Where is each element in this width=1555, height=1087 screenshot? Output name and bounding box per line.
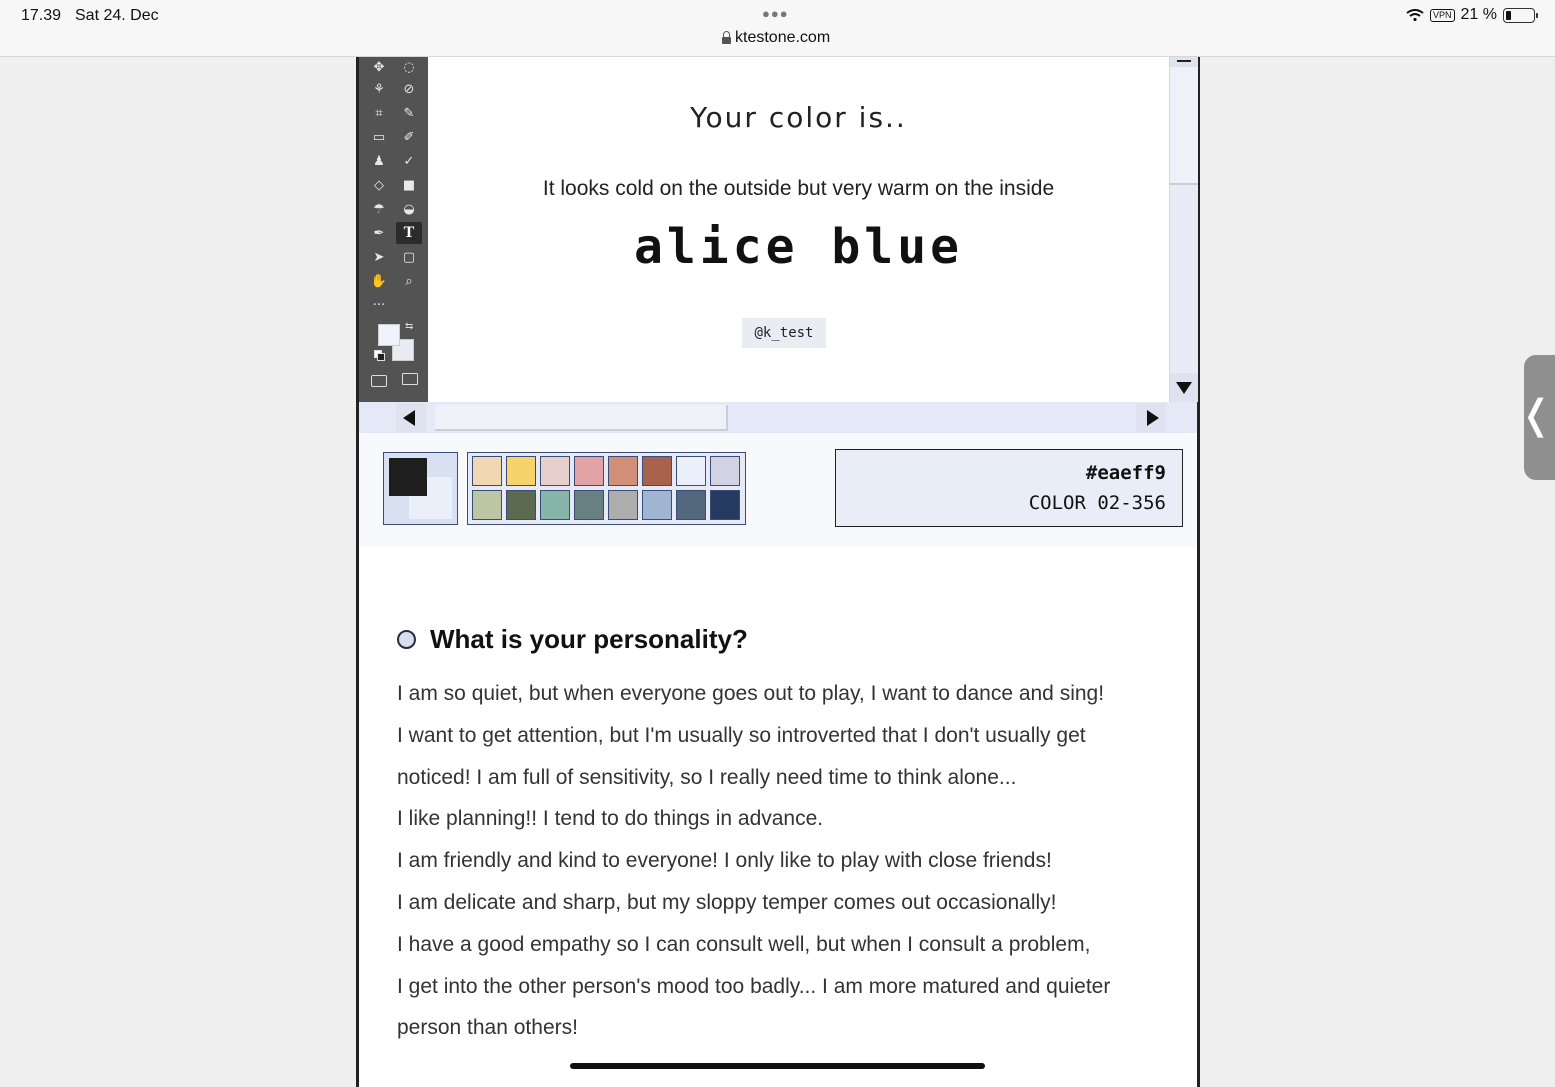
shape-icon[interactable]: ▢ <box>402 249 416 265</box>
personality-section <box>359 547 1197 1087</box>
more-icon[interactable]: ··· <box>372 297 386 313</box>
personality-line: I have a good empathy so I can consult well, but when I consult a problem, <box>397 932 1091 956</box>
wifi-icon <box>1406 9 1424 21</box>
color-info-box <box>835 449 1183 527</box>
color-swatch[interactable] <box>608 456 638 486</box>
address-bar[interactable] <box>722 29 830 47</box>
quick-mask-icon[interactable] <box>371 375 387 387</box>
vertical-scroll-thumb[interactable] <box>1170 67 1198 185</box>
personality-line: I am so quiet, but when everyone goes out to play, I want to dance and sing! <box>397 682 1105 705</box>
lasso-icon[interactable]: ◌ <box>403 59 415 75</box>
author-tag: @k_test <box>742 318 826 348</box>
tools-panel <box>359 57 428 402</box>
status-date: Sat 24. Dec <box>75 7 159 24</box>
brush-icon[interactable]: ✐ <box>403 129 415 145</box>
personality-line: noticed! I am full of sensitivity, so I really need time to think alone... <box>397 765 1017 789</box>
hand-icon[interactable]: ✋ <box>370 273 388 289</box>
personality-title-row <box>397 624 748 655</box>
color-swatch[interactable] <box>540 490 570 520</box>
path-select-icon[interactable]: ➤ <box>373 249 385 265</box>
side-panel-handle[interactable] <box>1519 355 1555 480</box>
scroll-left-icon[interactable] <box>396 403 426 432</box>
current-colors[interactable] <box>383 452 458 525</box>
battery-percent: 21 % <box>1460 6 1497 23</box>
magic-wand-icon[interactable]: ⚘ <box>373 81 385 97</box>
eraser-icon[interactable]: ◇ <box>374 177 384 193</box>
default-colors-icon[interactable] <box>374 350 383 359</box>
color-swatch[interactable] <box>540 456 570 486</box>
result-description: It looks cold on the outside but very warm on the inside <box>542 177 1055 200</box>
swap-colors-icon[interactable]: ⇆ <box>405 321 414 332</box>
text-icon[interactable]: T <box>396 222 422 244</box>
vertical-scrollbar[interactable] <box>1169 57 1198 402</box>
color-swatch[interactable] <box>506 490 536 520</box>
color-swatch[interactable] <box>472 456 502 486</box>
horizontal-scroll-thumb[interactable] <box>435 405 728 431</box>
color-swatch[interactable] <box>574 456 604 486</box>
gradient-icon[interactable]: ■ <box>402 177 416 193</box>
patch-icon[interactable]: ▭ <box>372 129 386 145</box>
color-swatch[interactable] <box>642 456 672 486</box>
url-text: ktestone.com <box>735 29 831 46</box>
canvas <box>428 57 1169 402</box>
current-foreground-color[interactable] <box>389 458 427 496</box>
color-swatch[interactable] <box>506 456 536 486</box>
horizontal-scrollbar[interactable] <box>359 402 1197 433</box>
color-swatch[interactable] <box>710 456 740 486</box>
color-swatch-grid <box>467 452 746 525</box>
move-icon[interactable]: ✥ <box>373 59 385 75</box>
color-swatch[interactable] <box>574 490 604 520</box>
system-status <box>1406 6 1535 24</box>
personality-line: I like planning!! I tend to do things in advance. <box>397 807 824 831</box>
color-code: COLOR 02-356 <box>1028 492 1166 514</box>
color-swatch[interactable] <box>676 456 706 486</box>
result-color-name: alice blue <box>634 219 963 275</box>
page-frame <box>356 57 1200 1087</box>
stamp-icon[interactable]: ♟ <box>373 153 385 169</box>
result-heading: Your color is.. <box>690 101 907 134</box>
chevron-left-icon: ❬ <box>1519 392 1553 437</box>
foreground-color-swatch[interactable] <box>378 324 400 346</box>
browser-top-bar <box>0 0 1555 57</box>
color-hex: #eaeff9 <box>1085 462 1166 484</box>
battery-icon <box>1503 8 1535 23</box>
lock-icon <box>722 37 731 44</box>
personality-line: I want to get attention, but I'm usually so introverted that I don't usually get <box>397 723 1086 747</box>
personality-line: I get into the other person's mood too badly... I am more matured and quieter <box>397 974 1111 998</box>
editor-window <box>359 57 1197 547</box>
personality-line: I am friendly and kind to everyone! I only like to play with close friends! <box>397 849 1052 873</box>
color-swatch[interactable] <box>642 490 672 520</box>
color-swatch[interactable] <box>676 490 706 520</box>
pen-icon[interactable]: ✒ <box>373 225 385 241</box>
vpn-badge: VPN <box>1430 9 1455 22</box>
scroll-up-icon[interactable] <box>1170 57 1198 67</box>
status-time: 17.39 <box>21 7 62 24</box>
personality-text <box>397 673 1187 1049</box>
screen-mode-icon[interactable] <box>402 373 418 385</box>
palette-area <box>359 433 1197 551</box>
personality-line: I am delicate and sharp, but my sloppy temper comes out occasionally! <box>397 890 1057 914</box>
multitask-dots-icon[interactable]: ●●● <box>762 6 789 21</box>
blur-icon[interactable]: ☂ <box>373 201 385 217</box>
personality-line: person than others! <box>397 1016 578 1040</box>
zoom-icon[interactable]: ⌕ <box>405 273 413 289</box>
color-swatch[interactable] <box>710 490 740 520</box>
color-swatch[interactable] <box>472 490 502 520</box>
circle-bullet-icon <box>397 630 416 649</box>
history-brush-icon[interactable]: ✓ <box>403 153 415 169</box>
scroll-right-icon[interactable] <box>1136 403 1166 432</box>
crop-icon[interactable]: ⌗ <box>375 105 383 121</box>
quick-select-icon[interactable]: ⊘ <box>403 81 415 97</box>
personality-title: What is your personality? <box>430 624 748 654</box>
home-indicator[interactable] <box>570 1063 985 1069</box>
color-swatch[interactable] <box>608 490 638 520</box>
eyedropper-icon[interactable]: ✎ <box>403 105 415 121</box>
dodge-icon[interactable]: ◒ <box>403 201 415 217</box>
scroll-down-icon[interactable] <box>1170 373 1198 402</box>
